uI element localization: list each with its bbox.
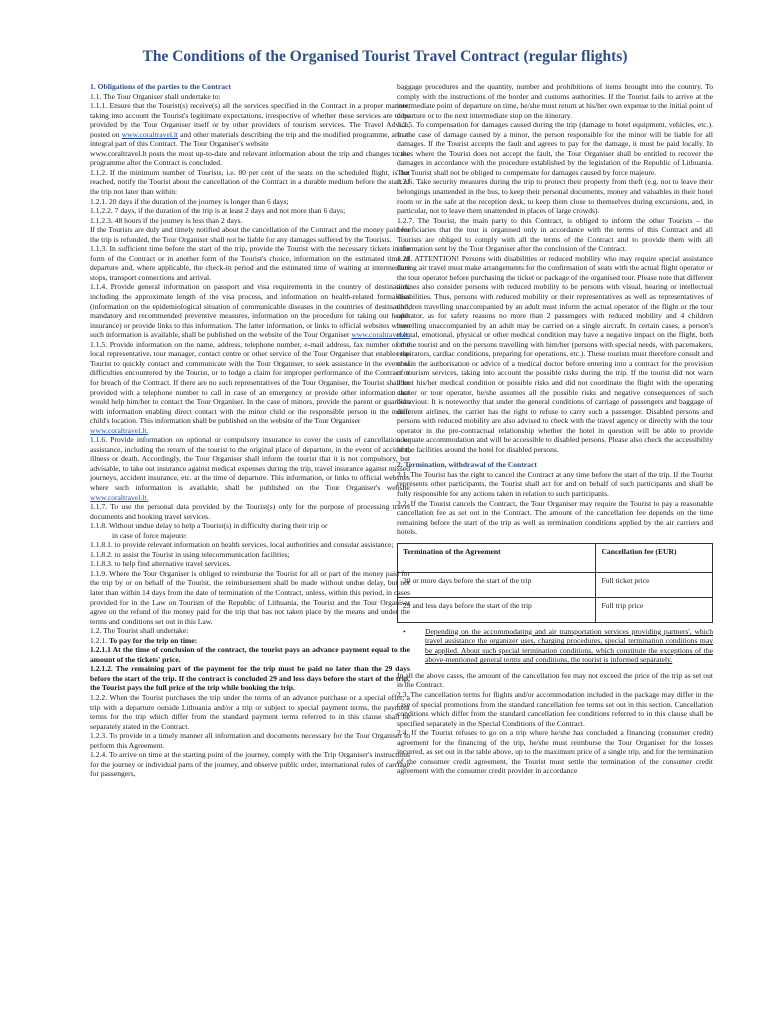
paragraph: 1.1.5. Provide information on the name, address, telephone number, e-mail address, fax number of the local representative, tour manager, contact centre or other service of the Tour Organiser that enables the Tourist to quickly contact and communicate with the Tour Organiser, to seek assistance in the event of difficulties encountered by the Tourist, or to lodge a claim for improper performance of the Contract or for breach of the Contract. If there are no such representatives of the Tour Organiser, the Tourist shall be provided with a telephone number to call in case of an emergency or provide other information that would help him/her to contact the Tour Organiser. In the case of minors, provide the parent or guardian with information enabling direct contact with the minor child or the responsible person in the minor child's location. This information shall be published on the website of the Tour Organiser (90, 339, 410, 426)
paragraph: 1.1.7. To use the personal data provided by the Tourist(s) only for the purpose of processing travel documents and booking travel services. (90, 502, 410, 521)
paragraph: 1.1.9. Where the Tour Organiser is obliged to reimburse the Tourist for all or part of the money paid for the trip by or on behalf of the Tourist, the reimbursement shall be made without undue delay, but not later than within 14 days from the date of termination of the Contract, unless, within this period, in cases provided for in the Law on Tourism of the Republic of Lithuania, the Tourist and the Tour Organiser agree on the refund of the money paid for the trip that has not taken place by the means and under the terms and conditions set out in this Law. (90, 568, 410, 626)
paragraph: 2.3. The cancellation terms for flights and/or accommodation included in the package may differ in the case of special promotions from the standard cancellation fee terms set out in this section. Cancellation conditions which differ from the standard cancellation fee conditions referred to in this clause shall be specified separately in the Special Conditions of the Contract. (397, 689, 713, 728)
paragraph-text: To pay for the trip on time: (108, 635, 198, 645)
paragraph: 1.1.8. Without undue delay to help a Tourist(s) in difficulty during their trip or (90, 521, 328, 531)
paragraph: 1.2.3. To provide in a timely manner all information and documents necessary for the Tour Organiser to perform this Agreement. (90, 731, 410, 750)
paragraph (90, 426, 410, 436)
table-cell: Full ticket price (596, 572, 713, 597)
table-header-cell: Cancellation fee (EUR) (596, 543, 713, 572)
left-column (90, 82, 410, 779)
bullet-item (397, 627, 713, 665)
table-cell: 30 or more days before the start of the trip (398, 572, 596, 597)
website-link[interactable]: www.coraltravel.lt. (90, 492, 149, 502)
paragraph-text: 1.1.1. Ensure that the Tourist(s) receive(s) all the services specified in the Contract in a proper manner, taking into account the Tourist's legitimate expectations, irrespective of whether these services are to be provided by the Tour Organiser itself or by other providers of tourism services. The Travel Advice, posted on (90, 101, 410, 139)
section-heading-obligations: 1. Obligations of the parties to the Contract (90, 82, 231, 91)
website-link[interactable]: www.coraltravel.lt (121, 129, 179, 139)
paragraph: 1.2.1.2. The remaining part of the payment for the trip must be paid no later than the 29 days before the start of the trip. If the contract is concluded 29 and less days before the start of the trip, the Tourist pays the full price of the trip while booking the trip. (90, 664, 410, 693)
table-row (398, 572, 713, 597)
paragraph-text: and other materials describing the trip and the modified programme, are an integral part of this Contract. The Tour Organiser's website (90, 129, 410, 149)
cancellation-fee-table (397, 543, 713, 623)
paragraph: In all the above cases, the amount of the cancellation fee may not exceed the price of the trip as set out in the Contract. (397, 670, 713, 690)
paragraph: www.coraltravel.lt posts the most up-to-date and relevant information about the trip and changes to the programme after the Contract is concluded. (90, 148, 410, 168)
page-title: The Conditions of the Organised Tourist Travel Contract (regular flights) (142, 48, 628, 65)
right-column (397, 82, 713, 776)
bullet-icon: • (403, 626, 406, 636)
paragraph (90, 101, 410, 149)
paragraph: 1.2.2. When the Tourist purchases the trip under the terms of an advance purchase or a special offer, a trip with a departure outside Lithuania and/or a trip or subject to special payment terms, the payment terms for the trip which differ from the standard payment terms referred to in this clause shall be separately stated in the Contract. (90, 693, 410, 731)
table-cell: 29 and less days before the start of the trip (398, 597, 596, 622)
table-row (398, 597, 713, 622)
paragraph (90, 282, 410, 339)
section-heading-termination: 2. Termination, withdrawal of the Contract (397, 460, 537, 470)
paragraph: 1.28. ATTENTION! Persons with disabilities or reduced mobility who may require special assistance during air travel must make arrangements for the confirmation of seats with the actual flight operator or the tour operator before purchasing the ticket or package of the organised tour. Please note that different airlines also consider persons with reduced mobility to be persons with visual, hearing or intellectual disabilities. Thus, persons with reduced mobility or their representatives as well as representatives of children travelling unaccompanied by an adult must inform the actual operator of the flight or the tour operator, as for safety reasons no more than 2 passengers with reduced mobility and 4 children travelling unaccompanied by an adult may be carried on a single aircraft. In certain cases, a person's mental, emotional, physical or other medical condition may have a negative impact on the flight, both on the tourist and on the persons travelling with him/her (persons with special needs, with pacemakers, respirators, cardiac conditions, preparing for operations, etc.). These tourists must therefore consult and obtain the authorisation or advice of a medical doctor before entering into a contract for the provision of tourism services, taking into account the possible risks during the trip. If the tourist did not warn about his/her medical condition or possible risks and did not coordinate the flight with the operating carrier or tour operator, he/she assumes all the possible risks and negative consequences of such behaviour. It is noteworthy that under the general conditions of carriage of passengers and baggage of different airlines, the carrier has the right to refuse to carry such a passenger. Disabled persons and persons with reduced mobility are also advised to check with the travel agency or directly with the tour operator in the pre-contractual relationship whether the hotel in question will be able to provide adequate accommodation and will be accessible to disabled persons. Please also check the accessibility of the facilities around the hotel for disabled persons. (397, 253, 713, 454)
paragraph: 2.1. The Tourist has the right to cancel the Contract at any time before the start of the trip. If the Tourist represents other participants, the Tourist shall act for and on behalf of such participants and shall be fully responsible for any actions taken in relation to such participants. (397, 469, 713, 498)
paragraph (90, 636, 410, 646)
paragraph-text: 1.2.1. (90, 635, 109, 645)
paragraph: 1.1.2.3. 48 hours if the journey is less than 2 days. (90, 215, 243, 225)
paragraph: 2.4. If the Tourist refuses to go on a trip where he/she has concluded a financing (consumer credit) agreement for the financing of the trip, he/she must reimburse the Tour Organiser for the losses incurred, as set out in the table above, up to the maximum price of a single trip, and for the termination of the consumer credit agreement, the Tourist must settle the termination of the consumer credit agreement with the consumer credit provider in accordance (397, 728, 713, 776)
website-link[interactable]: www.coraltravel.lt. (351, 330, 410, 340)
website-link[interactable]: www.coraltravel.lt. (90, 425, 149, 435)
paragraph-text: 1.1.4. Provide general information on passport and visa requirements in the country of destination, including the approximate length of the visa process, and information on health-related formalities (information on the epidemiological situation of communicable diseases in the countries of destination, mandatory and recommended preventive measures, information on the procedure for taking out health insurance) or provide links to this information. The latter information, or links to official websites where such information is available, shall be published on the website of the Tour Organiser (90, 282, 410, 340)
paragraph: 1.1. The Tour Organiser shall undertake to: (90, 91, 221, 101)
table-cell: Full trip price (596, 597, 713, 622)
paragraph: 1.2.6. Take security measures during the trip to protect their property from theft (e.g. not to leave their belongings unattended in the bus, to keep their personal documents, money and valuables in their hotel room or in the safe at the reception desk, to keep them close to themselves during excursions, and, in particular, not to leave them unattended in places of large crowds). (397, 177, 713, 216)
paragraph: 1.1.8.3. to help find alternative travel services. (90, 559, 232, 569)
paragraph: 1.2.5. To compensation for damages caused during the trip (damage to hotel equipment, vehicles, etc.). In the case of damage caused by a minor, the person responsible for the minor will be liable for all damages. If the Tourist accepts the fault and agrees to pay for the damage, it must be paid locally. In cases where the Tourist does not accept the fault, the Tour Organiser shall be entitled to recover the damages in accordance with the procedure established by the legislation of the Republic of Lithuania. The Tourist shall not be obliged to compensate for damages caused by force majeure. (397, 120, 713, 177)
paragraph: 2.2. If the Tourist cancels the Contract, the Tour Organiser may require the Tourist to pay a reasonable cancellation fee as set out in the Contract. The amount of the cancellation fee depends on the time remaining before the start of the trip as well as termination conditions applied by the air carriers and hotels. (397, 498, 713, 537)
paragraph: 1.2. The Tourist shall undertake: (90, 626, 189, 636)
paragraph (90, 435, 410, 502)
paragraph: If the Tourists are duly and timely notified about the cancellation of the Contract and the money paid for the trip is refunded, the Tour Organiser shall not be liable for any damages suffered by the Tourists. (90, 225, 410, 244)
paragraph: 1.1.3. In sufficient time before the start of the trip, provide the Tourist with the necessary tickets in the form of the Contract or in another form of the Tourist's choice, information on the estimated time of departure and, where applicable, the check-in period and the estimated time of waiting at intermediate stops, transport connections and arrival. (90, 244, 410, 282)
paragraph: 1.1.8.2. to assist the Tourist in using telecommunication facilities; (90, 549, 290, 559)
paragraph: in case of force majeure: (112, 530, 188, 540)
paragraph: 1.1.2. If the minimum number of Tourists, i.e. 80 per cent of the seats on the scheduled flight, is not reached, notify the Tourist about the cancellation of the Contract in a durable medium before the start of the trip not later than within: (90, 167, 410, 197)
bullet-text: Depending on the accommodating and air transportation services providing partners', which travel assistance the organizer uses, charging procedures, special termination conditions may be applied. About such special termination conditions, which constitute the exceptions of the above-mentioned general terms and conditions, the tourist is informed separately. (425, 626, 713, 665)
paragraph: 1.1.8.1. to provide relevant information on health services, local authorities and consular assistance; (90, 540, 394, 550)
table-header-cell: Termination of the Agreement (398, 543, 596, 572)
paragraph: 1.2.1.1 At the time of conclusion of the contract, the tourist pays an advance payment equal to the amount of the tickets' price. (90, 645, 410, 664)
table-header-row (398, 543, 713, 572)
paragraph: baggage procedures and the quantity, number and prohibitions of items brought into the country. To comply with the instructions of the border and customs authorities. If the Tourist fails to arrive at the intermediate point of departure on time, he/she must return at his/her own expense to the initial point of departure or to the next intermediate stop on the itinerary. (397, 82, 713, 120)
paragraph: 1.2.4. To arrive on time at the starting point of the journey, comply with the Trip Organiser's instructions for the journey or individual parts of the journey, and observe public order, international rules of carriage for passengers, (90, 750, 410, 779)
paragraph: 1.2.7. The Tourist, the main party to this Contract, is obliged to inform the other Tourists – the beneficiaries that the tour is organised only in accordance with the terms of this Contract and all Tourists are obliged to comply with all the terms of the Contract and to provide them with all information sent by the Tour Organiser after the conclusion of the Contract. (397, 215, 713, 254)
paragraph: 1.1.2.2. 7 days, if the duration of the trip is at least 2 days and not more than 6 days; (90, 206, 346, 216)
paragraph-text: 1.1.6. Provide information on optional or compulsory insurance to cover the costs of cancellation or assistance, including the return of the tourist to the original place of departure, in the event of accident, illness or death. Accordingly, the Tour Organiser shall inform the tourist that it is not compulsory, but advisable, to take out insurance against medical expenses during the trip, travel insurance against missed journeys, accident insurance, etc. at the time of departure. This information, or links to official websites where such information is available, shall be published on the Tour Organiser's website (90, 435, 410, 492)
paragraph: 1.2.1. 20 days if the duration of the journey is longer than 6 days; (90, 196, 289, 206)
